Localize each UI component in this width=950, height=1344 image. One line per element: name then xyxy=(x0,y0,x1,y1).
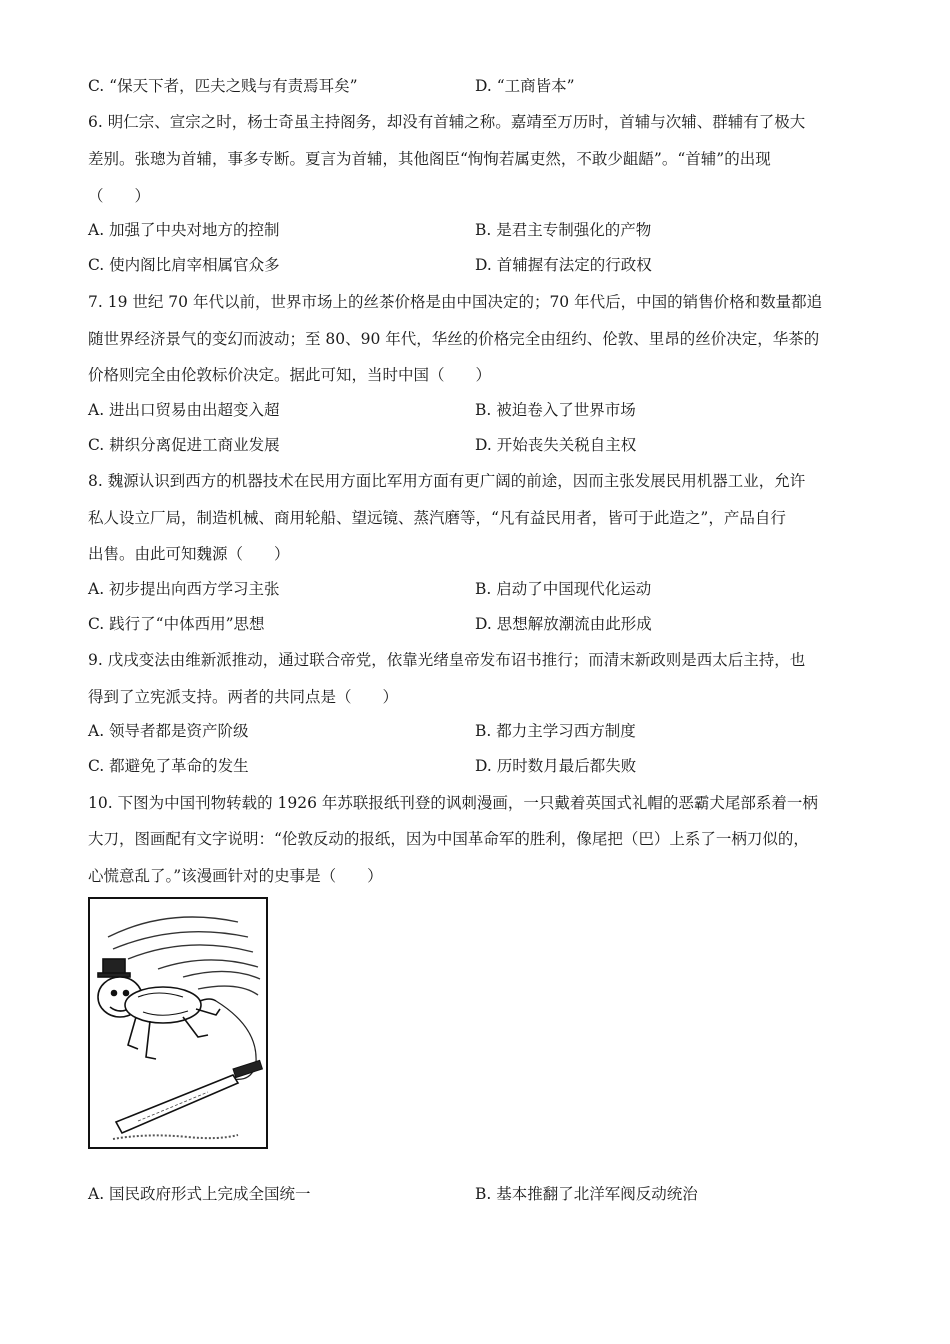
q10-stem-line-2: 大刀，图画配有文字说明：“伦敦反动的报纸，因为中国革命军的胜利，像尾把（巴）上系了一柄刀似的， xyxy=(88,830,809,848)
q8-option-b[interactable]: B. 启动了中国现代化运动 xyxy=(475,580,652,598)
q7-option-b[interactable]: B. 被迫卷入了世界市场 xyxy=(475,401,636,419)
q9-option-c[interactable]: C. 都避免了革命的发生 xyxy=(88,757,249,775)
q5-option-c[interactable]: C. “保天下者，匹夫之贱与有责焉耳矣” xyxy=(88,77,358,95)
q6-option-d[interactable]: D. 首辅握有法定的行政权 xyxy=(475,256,652,274)
q9-option-b[interactable]: B. 都力主学习西方制度 xyxy=(475,722,636,740)
q6-stem-line-3: （ ） xyxy=(88,187,151,205)
q7-option-a[interactable]: A. 进出口贸易由出超变入超 xyxy=(88,401,280,419)
q7-option-c[interactable]: C. 耕织分离促进工商业发展 xyxy=(88,436,280,454)
q8-option-a[interactable]: A. 初步提出向西方学习主张 xyxy=(88,580,280,598)
q7-stem-line-3: 价格则完全由伦敦标价决定。据此可知，当时中国（ ） xyxy=(88,366,492,384)
satirical-cartoon-image xyxy=(88,897,268,1149)
q5-option-d[interactable]: D. “工商皆本” xyxy=(475,77,575,95)
q6-option-a[interactable]: A. 加强了中央对地方的控制 xyxy=(88,221,280,239)
q10-stem-line-1: 10. 下图为中国刊物转载的 1926 年苏联报纸刊登的讽刺漫画，一只戴着英国式礼帽的恶霸犬尾部系着一柄 xyxy=(88,794,818,812)
q6-stem-line-1: 6. 明仁宗、宣宗之时，杨士奇虽主持阁务，却没有首辅之称。嘉靖至万历时，首辅与次辅、群辅有了极大 xyxy=(88,113,806,131)
q8-stem-line-1: 8. 魏源认识到西方的机器技术在民用方面比军用方面有更广阔的前途，因而主张发展民用机器工业，允许 xyxy=(88,472,806,490)
q8-option-c[interactable]: C. 践行了“中体西用”思想 xyxy=(88,615,265,633)
q6-stem-line-2: 差别。张璁为首辅，事多专断。夏言为首辅，其他阁臣“恂恂若属吏然，不敢少龃龉”。“首辅”的出现 xyxy=(88,150,771,168)
q9-option-a[interactable]: A. 领导者都是资产阶级 xyxy=(88,722,249,740)
q10-option-b[interactable]: B. 基本推翻了北洋军阀反动统治 xyxy=(475,1185,698,1203)
q9-stem-line-2: 得到了立宪派支持。两者的共同点是（ ） xyxy=(88,688,399,706)
q7-stem-line-2: 随世界经济景气的变幻而波动；至 80、90 年代，华丝的价格完全由纽约、伦敦、里昂的丝价决定，华茶的 xyxy=(88,330,820,348)
q7-option-d[interactable]: D. 开始丧失关税自主权 xyxy=(475,436,637,454)
q10-option-a[interactable]: A. 国民政府形式上完成全国统一 xyxy=(88,1185,311,1203)
q8-stem-line-3: 出售。由此可知魏源（ ） xyxy=(88,545,290,563)
q6-option-b[interactable]: B. 是君主专制强化的产物 xyxy=(475,221,652,239)
q9-option-d[interactable]: D. 历时数月最后都失败 xyxy=(475,757,637,775)
q8-option-d[interactable]: D. 思想解放潮流由此形成 xyxy=(475,615,652,633)
q7-stem-line-1: 7. 19 世纪 70 年代以前，世界市场上的丝茶价格是由中国决定的；70 年代后，中国的销售价格和数量都追 xyxy=(88,293,823,311)
q10-stem-line-3: 心慌意乱了。”该漫画针对的史事是（ ） xyxy=(88,867,383,885)
q9-stem-line-1: 9. 戊戌变法由维新派推动，通过联合帝党，依靠光绪皇帝发布诏书推行；而清末新政则是西太后主持，也 xyxy=(88,651,806,669)
q8-stem-line-2: 私人设立厂局，制造机械、商用轮船、望远镜、蒸汽磨等，“凡有益民用者，皆可于此造之”，产品自行 xyxy=(88,509,786,527)
q6-option-c[interactable]: C. 使内阁比肩宰相属官众多 xyxy=(88,256,280,274)
